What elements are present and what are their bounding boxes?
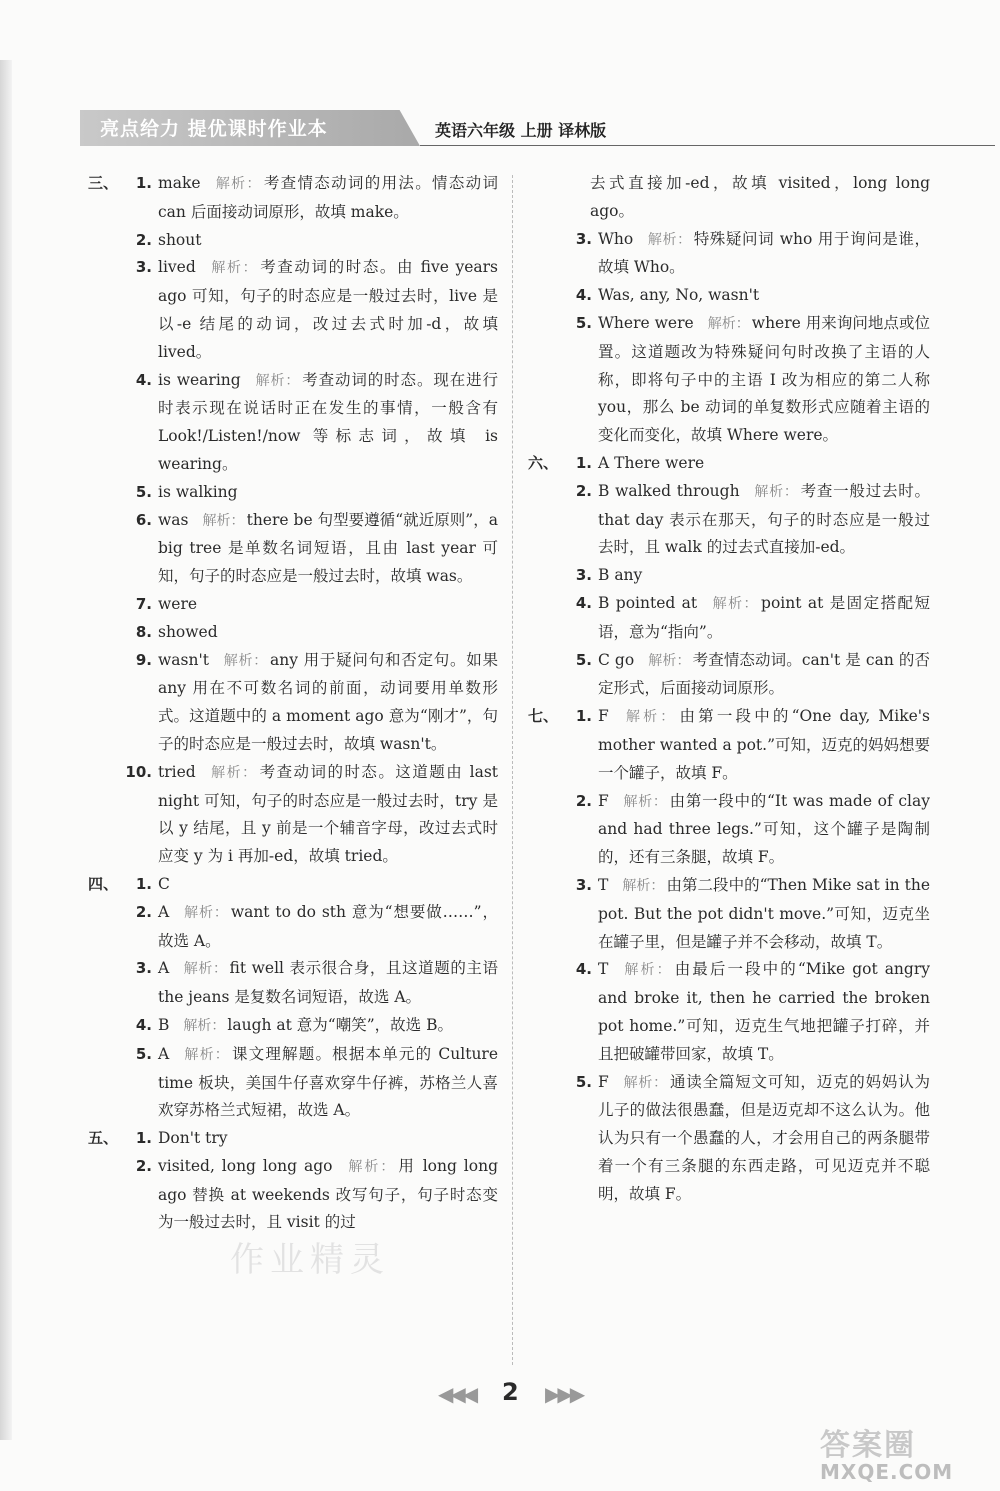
answer-body: [598, 1069, 930, 1209]
answer-body: [590, 170, 930, 226]
question-number: 5.: [135, 1044, 152, 1063]
answer-body: [598, 310, 930, 450]
answer-item: [88, 367, 498, 479]
answer-text: visited, long long ago: [158, 1156, 333, 1175]
answer-body: [598, 282, 930, 310]
answer-text: were: [158, 594, 198, 613]
answer-body: [158, 507, 498, 591]
answer-body: [598, 450, 930, 478]
explanation-text: 由最后一段中的“Mike got angry and broke it, then he carried the broken pot home.”可知，迈克生气地把罐子打碎，并且把破罐带回家，故填 T。: [598, 960, 931, 1063]
answer-item: [88, 591, 498, 619]
explanation-text: 由第一段中的“One day, Mike's mother wanted a pot.”可知，迈克的妈妈想要一个罐子，故填 F。: [598, 707, 930, 782]
answer-body: [158, 227, 498, 255]
answer-body: [598, 590, 930, 647]
answer-body: [598, 647, 930, 704]
answer-item: [528, 562, 930, 590]
answer-body: [158, 254, 498, 366]
answer-text: A There were: [598, 453, 705, 472]
question-number: 3.: [135, 258, 152, 277]
answer-body: [158, 647, 498, 759]
question-number: 1.: [575, 453, 592, 472]
answer-text: was: [158, 510, 189, 529]
analysis-tag: 解析：: [209, 260, 259, 277]
next-arrows-icon: ▶▶▶: [545, 1382, 583, 1406]
answer-text: Where were: [598, 313, 694, 332]
answer-text: A: [158, 959, 170, 978]
answer-text: tried: [158, 762, 196, 781]
explanation-text: 考查动词的时态。现在进行时表示现在说话时正在发生的事情，一般含有 Look!/Listen!/now 等标志词，故填 is wearing。: [158, 370, 498, 473]
answer-item: [88, 1041, 498, 1125]
explanation-text: 用 long long ago 替换 at weekends 改写句子，句子时态变为一般过去时，且 visit 的过: [158, 1156, 498, 1232]
answer-text: showed: [158, 622, 218, 641]
analysis-tag: 解析：: [622, 877, 665, 894]
analysis-tag: 解析：: [622, 709, 678, 726]
answer-body: [598, 562, 930, 590]
explanation-text: any 用于疑问句和否定句。如果 any 用在不可数名词的前面，动词要用单数形式。这道题中的 a moment ago 意为“刚才”，句子的时态应是一般过去时，故填 wasn't。: [158, 650, 498, 753]
answer-item: [528, 788, 930, 872]
question-number: 5.: [575, 313, 592, 332]
explanation-text: fit well 表示很合身，且这道题的主语 the jeans 是复数名词短语，故选 A。: [158, 959, 499, 1007]
answer-item: [88, 1153, 498, 1237]
question-number: 8.: [135, 622, 152, 641]
question-number: 7.: [135, 594, 152, 613]
question-number: 2.: [135, 230, 152, 249]
answer-text: F: [598, 1072, 609, 1091]
page-header: [10, 110, 995, 146]
answer-item: [528, 170, 930, 226]
answer-body: [158, 759, 498, 871]
question-number: 4.: [575, 960, 592, 979]
answer-body: [158, 591, 498, 619]
answer-text: is walking: [158, 482, 238, 501]
answer-text: is wearing: [158, 370, 241, 389]
question-number: 6.: [135, 510, 152, 529]
question-number: 1.: [135, 1129, 152, 1148]
page-fold-shadow: [0, 60, 12, 1440]
analysis-tag: 解析：: [183, 1017, 226, 1034]
page-number: 2: [502, 1378, 519, 1406]
analysis-tag: 解析：: [202, 512, 245, 529]
page-footer: [0, 1376, 1000, 1416]
question-number: 1.: [575, 707, 592, 726]
analysis-tag: 解析：: [183, 904, 229, 921]
analysis-tag: 解析：: [753, 483, 799, 500]
answer-item: [528, 478, 930, 562]
answer-item: [88, 647, 498, 759]
answer-item: [88, 479, 498, 507]
site-logo-name: 答案圈: [820, 1428, 916, 1463]
watermark-text: 作业精灵: [230, 1240, 390, 1280]
answer-body: [158, 367, 498, 479]
answer-text: wasn't: [158, 650, 209, 669]
question-number: 2.: [575, 481, 592, 500]
answer-item: [88, 619, 498, 647]
question-number: 9.: [135, 650, 152, 669]
answer-item: [528, 310, 930, 450]
answer-text: Was, any, No, wasn't: [598, 286, 760, 305]
question-number: 3.: [575, 875, 592, 894]
answer-body: [158, 1125, 498, 1153]
explanation-text: 通读全篇短文可知，迈克的妈妈认为儿子的做法很愚蠢，但是迈克却不这么认为。他认为只有一个愚蠢的人，才会用自己的两条腿带着一个有三条腿的东西走路，可见迈克并不聪明，故填 F。: [598, 1072, 931, 1203]
answer-column-left: [88, 170, 498, 1237]
answer-body: [158, 619, 498, 647]
answer-body: [598, 956, 930, 1068]
analysis-tag: 解析：: [183, 961, 228, 978]
explanation-text: want to do sth 意为“想要做……”，故选 A。: [158, 902, 498, 950]
answer-text: B any: [598, 566, 643, 585]
question-number: 2.: [135, 1156, 152, 1175]
section-label: 七、: [528, 707, 559, 726]
answer-item: [528, 282, 930, 310]
answer-body: [598, 872, 930, 956]
answer-body: [158, 871, 498, 899]
site-logo: [820, 1420, 990, 1486]
answer-item: [88, 1012, 498, 1041]
answer-body: [598, 703, 930, 787]
analysis-tag: 解析：: [214, 176, 262, 192]
answer-text: C: [158, 874, 170, 893]
explanation-text: 考查一般过去时。that day 表示在那天，句子的时态应是一般过去时，且 walk 的过去式直接加-ed。: [598, 481, 930, 557]
answer-text: lived: [158, 258, 196, 277]
analysis-tag: 解析：: [622, 793, 668, 810]
answer-item: [528, 450, 930, 478]
answer-body: [158, 1041, 498, 1125]
question-number: 2.: [575, 791, 592, 810]
answer-text: B pointed at: [598, 593, 698, 612]
explanation-text: 考查情态动词的用法。情态动词 can 后面接动词原形，故填 make。: [158, 174, 498, 221]
answer-body: [158, 899, 498, 956]
explanation-text: laugh at 意为“嘲笑”，故选 B。: [227, 1015, 453, 1034]
explanation-text: 由第一段中的“It was made of clay and had three legs.”可知，这个罐子是陶制的，还有三条腿，故填 F。: [598, 791, 931, 867]
question-number: 1.: [135, 174, 152, 192]
answer-item: [528, 956, 930, 1068]
explanation-text: 由第二段中的“Then Mike sat in the pot. But the pot didn't move.”可知，迈克坐在罐子里，但是罐子并不会移动，故填 T。: [598, 875, 930, 951]
site-logo-url: MXQE.COM: [820, 1460, 954, 1484]
answer-item: [88, 899, 498, 956]
answer-item: [88, 955, 498, 1012]
question-number: 4.: [135, 1015, 152, 1034]
answer-item: [88, 759, 498, 871]
answer-text: Don't try: [158, 1129, 228, 1148]
analysis-tag: 解析：: [707, 315, 750, 332]
analysis-tag: 解析：: [622, 1074, 668, 1091]
question-number: 5.: [135, 482, 152, 501]
explanation-text: 特殊疑问词 who 用于询问是谁，故填 Who。: [598, 229, 931, 277]
answer-item: [88, 170, 498, 227]
answer-body: [598, 226, 930, 283]
explanation-text: there be 句型要遵循“就近原则”，a big tree 是单数名词短语，且由 last year 可知，句子的时态应是一般过去时，故填 was。: [158, 510, 499, 586]
question-number: 3.: [575, 229, 592, 248]
question-number: 2.: [135, 902, 152, 921]
explanation-text: 考查动词的时态。这道题由 last night 可知，句子的时态应是一般过去时，try 是以 y 结尾，且 y 前是一个辅音字母，改过去式时应变 y 为 i 再加-ed，故填 tried。: [158, 762, 499, 866]
answer-item: [528, 226, 930, 283]
answer-item: [88, 227, 498, 255]
analysis-tag: 解析：: [622, 962, 673, 979]
answer-item: [528, 1069, 930, 1209]
question-number: 3.: [575, 566, 592, 585]
question-number: 5.: [575, 1072, 592, 1091]
answer-body: [158, 955, 498, 1012]
answer-text: A: [158, 1044, 170, 1063]
answer-text: B walked through: [598, 481, 740, 500]
analysis-tag: 解析：: [346, 1158, 397, 1175]
question-number: 4.: [135, 370, 152, 389]
question-number: 10.: [125, 762, 152, 781]
answer-body: [158, 1012, 498, 1041]
column-divider: [512, 175, 513, 1365]
section-label: 五、: [88, 1129, 119, 1148]
header-rule: [420, 145, 995, 146]
answer-body: [598, 788, 930, 872]
analysis-tag: 解析：: [711, 595, 760, 612]
answer-text: B: [158, 1015, 170, 1034]
answer-item: [528, 590, 930, 647]
analysis-tag: 解析：: [647, 231, 692, 248]
answer-text: A: [158, 902, 170, 921]
analysis-tag: 解析：: [222, 652, 268, 669]
answer-body: [158, 170, 498, 227]
answer-item: [528, 872, 930, 956]
prev-arrows-icon: ◀◀◀: [438, 1382, 476, 1406]
answer-text: shout: [158, 230, 202, 249]
answer-item: [88, 871, 498, 899]
explanation-text: 去式直接加-ed，故填 visited，long long ago。: [590, 174, 930, 220]
question-number: 4.: [575, 593, 592, 612]
question-number: 3.: [135, 959, 152, 978]
explanation-text: 考查动词的时态。由 five years ago 可知，句子的时态应是一般过去时，live 是以-e 结尾的动词，改过去式时加-d，故填 lived。: [158, 258, 498, 361]
analysis-tag: 解析：: [209, 764, 258, 781]
answer-text: F: [598, 791, 609, 810]
series-title: 亮点给力 提优课时作业本: [100, 118, 328, 140]
answer-text: Who: [598, 229, 634, 248]
explanation-text: 课文理解题。根据本单元的 Culture time 板块，美国牛仔喜欢穿牛仔裤，苏格兰人喜欢穿苏格兰式短裙，故选 A。: [158, 1044, 499, 1120]
answer-text: C go: [598, 650, 635, 669]
question-number: 1.: [135, 874, 152, 893]
explanation-text: where 用来询问地点或位置。这道题改为特殊疑问句时改换了主语的人称，即将句子中的主语 I 改为相应的第二人称 you，那么 be 动词的单复数形式应随着主语的变化而变化，故填 Where were。: [598, 313, 930, 445]
answer-item: [88, 507, 498, 591]
explanation-text: 考查情态动词。can't 是 can 的否定形式，后面接动词原形。: [598, 650, 930, 698]
answer-text: T: [598, 875, 609, 894]
answer-text: F: [598, 707, 609, 726]
section-label: 六、: [528, 453, 559, 472]
answer-body: [158, 1153, 498, 1237]
analysis-tag: 解析：: [183, 1046, 230, 1063]
answer-item: [88, 1125, 498, 1153]
answer-item: [88, 254, 498, 366]
section-label: 四、: [88, 874, 119, 893]
analysis-tag: 解析：: [254, 372, 301, 389]
question-number: 4.: [575, 286, 592, 305]
answer-text: make: [158, 174, 201, 192]
answer-body: [158, 479, 498, 507]
book-title: 英语六年级 上册 译林版: [435, 121, 607, 140]
answer-item: [528, 647, 930, 704]
answer-item: [528, 703, 930, 787]
answer-column-right: [528, 170, 930, 1208]
answer-text: T: [598, 960, 609, 979]
analysis-tag: 解析：: [648, 652, 691, 669]
explanation-text: point at 是固定搭配短语，意为“指向”。: [598, 593, 931, 641]
question-number: 5.: [575, 650, 592, 669]
answer-body: [598, 478, 930, 562]
section-label: 三、: [88, 174, 119, 192]
